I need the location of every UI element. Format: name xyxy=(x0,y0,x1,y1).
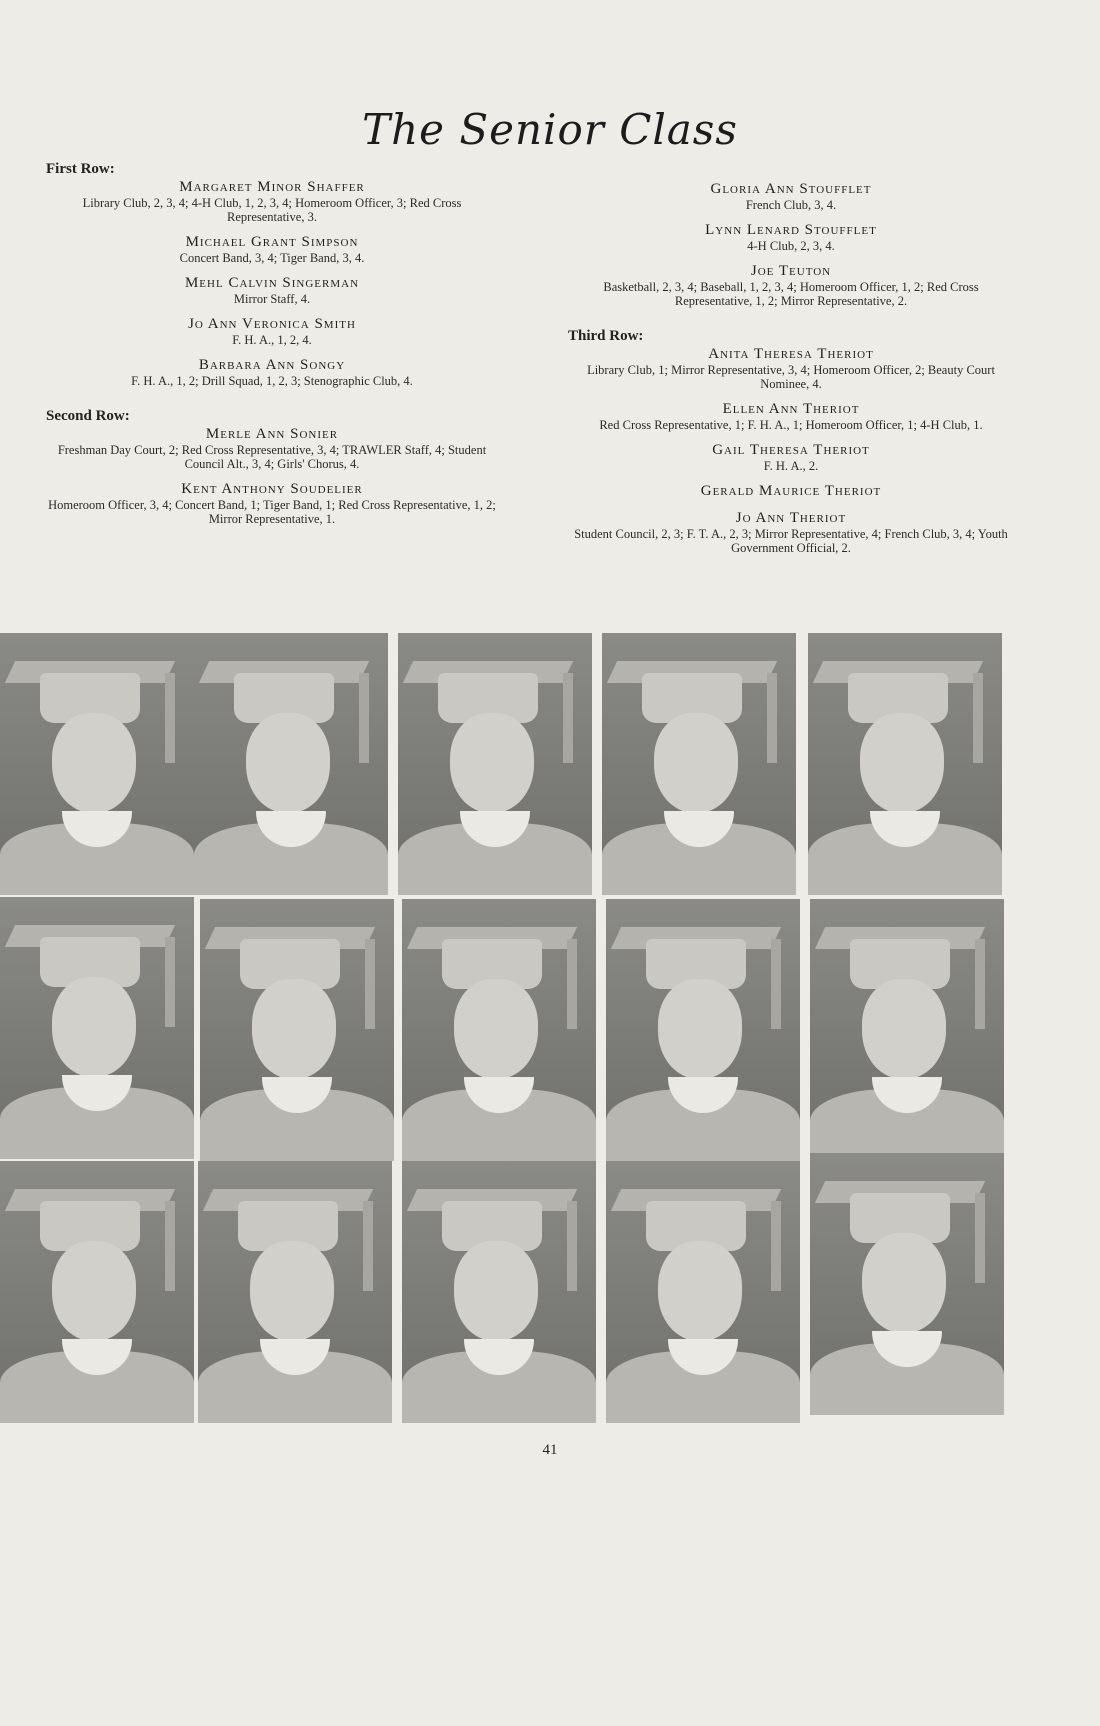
left-column xyxy=(44,160,500,535)
senior-activities: Concert Band, 3, 4; Tiger Band, 3, 4. xyxy=(179,251,365,265)
senior-activities: Library Club, 2, 3, 4; 4-H Club, 1, 2, 3, 4; Homeroom Officer, 3; Red Cross Representative, 3. xyxy=(82,196,462,224)
senior-portrait xyxy=(0,1161,194,1423)
senior-portrait xyxy=(810,899,1004,1161)
senior-portrait xyxy=(606,899,800,1161)
senior-portrait xyxy=(398,633,592,895)
senior-activities: Freshman Day Court, 2; Red Cross Representative, 3, 4; TRAWLER Staff, 4; Student Council Alt., 3, 4; Girls' Chorus, 4. xyxy=(57,443,487,471)
first-row-label: First Row: xyxy=(46,161,115,177)
senior-portrait xyxy=(0,897,194,1159)
senior-entry xyxy=(44,274,500,306)
senior-entry xyxy=(566,509,1016,555)
senior-name: Jo Ann Veronica Smith xyxy=(188,316,356,332)
senior-entry xyxy=(566,441,1016,473)
senior-portrait xyxy=(194,633,388,895)
senior-activities: Homeroom Officer, 3, 4; Concert Band, 1; Tiger Band, 1; Red Cross Representative, 1, 2; Mirror Representative, 1. xyxy=(48,498,496,526)
page-title: The Senior Class xyxy=(362,105,738,154)
senior-name: Merle Ann Sonier xyxy=(205,426,339,442)
senior-entry xyxy=(566,180,1016,212)
senior-entry xyxy=(44,480,500,526)
senior-activities: French Club, 3, 4. xyxy=(745,198,837,212)
senior-portrait xyxy=(606,1161,800,1423)
senior-portrait xyxy=(810,1153,1004,1415)
senior-portrait xyxy=(200,899,394,1161)
right-column xyxy=(566,180,1016,564)
senior-activities: Library Club, 1; Mirror Representative, 3, 4; Homeroom Officer, 2; Beauty Court Nominee, 4. xyxy=(587,363,995,391)
senior-entry xyxy=(44,233,500,265)
senior-name: Barbara Ann Songy xyxy=(198,357,346,373)
senior-activities: Basketball, 2, 3, 4; Baseball, 1, 2, 3, 4; Homeroom Officer, 1, 2; Red Cross Representative, 1, 2; Mirror Representative, 2. xyxy=(603,280,979,308)
senior-entry xyxy=(44,178,500,224)
senior-activities: F. H. A., 1, 2; Drill Squad, 1, 2, 3; Stenographic Club, 4. xyxy=(131,374,413,388)
senior-name: Michael Grant Simpson xyxy=(185,234,359,250)
senior-entry xyxy=(44,356,500,388)
senior-portrait xyxy=(808,633,1002,895)
senior-name: Gloria Ann Stoufflet xyxy=(710,181,872,197)
senior-entry xyxy=(566,400,1016,432)
senior-entry xyxy=(44,315,500,347)
senior-portrait xyxy=(602,633,796,895)
second-row-label: Second Row: xyxy=(46,408,130,424)
page-number: 41 xyxy=(542,1442,558,1458)
senior-portrait xyxy=(402,899,596,1161)
senior-activities: 4-H Club, 2, 3, 4. xyxy=(747,239,835,253)
senior-portrait xyxy=(402,1161,596,1423)
senior-activities: Red Cross Representative, 1; F. H. A., 1; Homeroom Officer, 1; 4-H Club, 1. xyxy=(599,418,983,432)
senior-name: Gail Theresa Theriot xyxy=(712,442,870,458)
senior-name: Joe Teuton xyxy=(750,263,832,279)
senior-entry xyxy=(44,425,500,471)
senior-portrait xyxy=(0,633,194,895)
senior-name: Gerald Maurice Theriot xyxy=(700,483,882,499)
senior-entry xyxy=(566,482,1016,500)
senior-activities: F. H. A., 2. xyxy=(763,459,819,473)
portrait-grid xyxy=(0,633,1012,1726)
senior-name: Kent Anthony Soudelier xyxy=(181,481,363,497)
senior-name: Mehl Calvin Singerman xyxy=(184,275,360,291)
senior-activities: Student Council, 2, 3; F. T. A., 2, 3; Mirror Representative, 4; French Club, 3, 4; Youth Government Official, 2. xyxy=(574,527,1008,555)
senior-entry xyxy=(566,262,1016,308)
third-row-label: Third Row: xyxy=(568,328,644,344)
senior-name: Jo Ann Theriot xyxy=(735,510,847,526)
senior-activities: Mirror Staff, 4. xyxy=(233,292,311,306)
senior-activities: F. H. A., 1, 2, 4. xyxy=(232,333,312,347)
senior-name: Lynn Lenard Stoufflet xyxy=(705,222,877,238)
senior-name: Anita Theresa Theriot xyxy=(708,346,874,362)
senior-entry xyxy=(566,221,1016,253)
senior-name: Ellen Ann Theriot xyxy=(722,401,860,417)
senior-portrait xyxy=(198,1161,392,1423)
senior-entry xyxy=(566,345,1016,391)
senior-name: Margaret Minor Shaffer xyxy=(179,179,365,195)
